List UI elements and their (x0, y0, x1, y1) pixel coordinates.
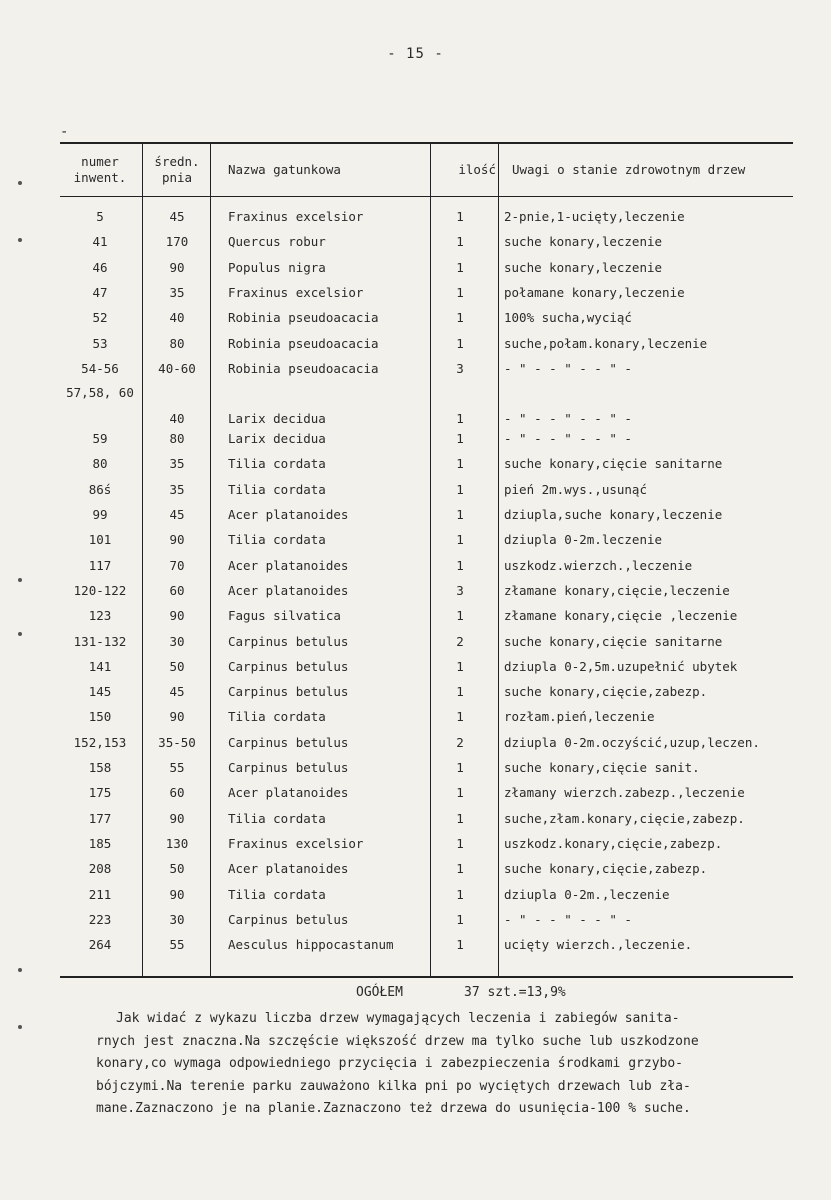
diameter-cell: 60 (169, 785, 185, 801)
notes-cell: dziupla 0-2,5m.uzupełnić ubytek (504, 658, 738, 674)
table-row (60, 629, 793, 654)
inventory-number-cell: 99 (92, 507, 108, 522)
inventory-number-cell: 145 (88, 684, 112, 700)
notes-cell: dziupla 0-2m.leczenie (504, 532, 663, 548)
margin-dot (18, 181, 22, 185)
table-row (60, 578, 793, 603)
inventory-number-cell: 53 (92, 335, 108, 351)
species-cell: Fraxinus excelsior (228, 209, 364, 224)
table-row (60, 856, 793, 881)
notes-cell: - " - - " - - " - (504, 431, 632, 447)
diameter-cell: 170 (165, 234, 189, 250)
table-row (60, 603, 793, 628)
species-cell: Robinia pseudoacacia (228, 335, 379, 351)
species-cell: Acer platanoides (228, 785, 349, 801)
notes-cell: - " - - " - - " - (504, 911, 632, 927)
tree-health-table (60, 142, 793, 978)
diameter-cell: 80 (169, 431, 185, 447)
species-cell: Acer platanoides (228, 557, 349, 573)
inventory-number-cell: 223 (88, 911, 112, 927)
notes-cell: suche konary,cięcie,zabezp. (504, 861, 708, 877)
notes-cell: - " - - " - - " - (504, 411, 632, 427)
table-row (60, 730, 793, 755)
species-cell: Acer platanoides (228, 507, 349, 522)
species-cell: Aesculus hippocastanum (228, 937, 394, 953)
notes-cell: uszkodz.wierzch.,leczenie (504, 557, 693, 573)
diameter-cell: 30 (169, 633, 185, 649)
notes-cell: suche konary,cięcie sanitarne (504, 633, 723, 649)
table-row (60, 780, 793, 805)
header-quantity: ilość (458, 162, 496, 177)
notes-cell: suche konary,cięcie sanit. (504, 760, 700, 775)
diameter-cell: 40-60 (158, 360, 196, 376)
notes-cell: ucięty wierzch.,leczenie. (504, 937, 693, 953)
quantity-cell: 1 (456, 557, 464, 573)
summary-paragraph (96, 1008, 776, 1121)
quantity-cell: 1 (456, 284, 464, 300)
notes-cell: suche,złam.konary,cięcie,zabezp. (504, 810, 745, 826)
diameter-cell: 45 (169, 507, 185, 522)
inventory-number-cell: 57,58, 60 (66, 385, 134, 401)
table-row (60, 331, 793, 356)
inventory-number-cell: 185 (88, 835, 112, 851)
species-cell: Larix decidua (228, 411, 326, 427)
notes-cell: połamane konary,leczenie (504, 284, 685, 300)
quantity-cell: 1 (456, 507, 464, 522)
table-row (60, 755, 793, 780)
inventory-number-cell: 177 (88, 810, 112, 826)
inventory-number-cell: 141 (88, 658, 112, 674)
quantity-cell: 3 (456, 360, 464, 376)
dash-mark: - (60, 124, 69, 140)
table-row (60, 426, 793, 451)
table-row (60, 280, 793, 305)
inventory-number-cell: 80 (92, 456, 108, 472)
inventory-number-cell: 211 (88, 886, 112, 902)
table-row (60, 502, 793, 527)
table-row (60, 229, 793, 254)
diameter-cell: 70 (169, 557, 185, 573)
table-row (60, 381, 793, 431)
species-cell: Carpinus betulus (228, 684, 349, 700)
table-row (60, 654, 793, 679)
inventory-number-cell: 101 (88, 532, 112, 548)
species-cell: Larix decidua (228, 431, 326, 447)
quantity-cell: 1 (456, 310, 464, 326)
inventory-number-cell: 152,153 (73, 734, 127, 750)
quantity-cell: 1 (456, 861, 464, 877)
header-diameter: średn. pnia (154, 154, 200, 185)
diameter-cell: 60 (169, 582, 185, 598)
notes-cell: suche konary,cięcie sanitarne (504, 456, 723, 472)
table-row (60, 831, 793, 856)
quantity-cell: 1 (456, 937, 464, 953)
notes-cell: - " - - " - - " - (504, 360, 632, 376)
inventory-number-cell: 175 (88, 785, 112, 801)
quantity-cell: 1 (456, 684, 464, 700)
quantity-cell: 1 (456, 658, 464, 674)
quantity-cell: 1 (456, 760, 464, 775)
notes-cell: 2-pnie,1-ucięty,leczenie (504, 209, 685, 224)
quantity-cell: 1 (456, 835, 464, 851)
notes-cell: dziupla 0-2m.oczyścić,uzup,leczen. (504, 734, 760, 750)
quantity-cell: 2 (456, 734, 464, 750)
table-row (60, 305, 793, 330)
diameter-cell: 55 (169, 937, 185, 953)
quantity-cell: 1 (456, 335, 464, 351)
table-row (60, 704, 793, 729)
margin-dot (18, 968, 22, 972)
diameter-cell: 45 (169, 209, 185, 224)
diameter-cell: 130 (165, 835, 189, 851)
quantity-cell: 1 (456, 709, 464, 725)
paragraph-line: mane.Zaznaczono je na planie.Zaznaczono też drzewa do usunięcia-100 % suche. (96, 1101, 691, 1116)
inventory-number-cell: 131-132 (73, 633, 127, 649)
table-header (60, 144, 793, 197)
inventory-number-cell: 120-122 (73, 582, 127, 598)
quantity-cell: 1 (456, 608, 464, 624)
diameter-cell: 35 (169, 481, 185, 497)
diameter-cell: 35 (169, 284, 185, 300)
diameter-cell: 90 (169, 810, 185, 826)
diameter-cell: 50 (169, 658, 185, 674)
species-cell: Robinia pseudoacacia (228, 360, 379, 376)
inventory-number-cell: 41 (92, 234, 108, 250)
paragraph-line: konary,co wymaga odpowiedniego przycięcia i zabezpieczenia środkami grzybo- (96, 1056, 683, 1071)
table-row (60, 451, 793, 476)
table-row (60, 477, 793, 502)
inventory-number-cell: 117 (88, 557, 112, 573)
quantity-cell: 1 (456, 886, 464, 902)
notes-cell: złamany wierzch.zabezp.,leczenie (504, 785, 745, 801)
diameter-cell: 30 (169, 911, 185, 927)
diameter-cell: 90 (169, 709, 185, 725)
header-number: numer inwent. (73, 154, 127, 185)
margin-dot (18, 1025, 22, 1029)
notes-cell: suche konary,leczenie (504, 259, 663, 275)
diameter-cell: 40 (169, 310, 185, 326)
species-cell: Fraxinus excelsior (228, 835, 364, 851)
quantity-cell: 2 (456, 633, 464, 649)
quantity-cell: 1 (456, 234, 464, 250)
paragraph-line: bójczymi.Na terenie parku zauważono kilka pni po wyciętych drzewach lub zła- (96, 1078, 691, 1094)
inventory-number-cell: 54-56 (81, 360, 119, 376)
table-row (60, 679, 793, 704)
inventory-number-cell: 5 (96, 209, 104, 224)
inventory-number-cell: 123 (88, 608, 112, 624)
notes-cell: 100% sucha,wyciąć (504, 310, 632, 326)
notes-cell: uszkodz.konary,cięcie,zabezp. (504, 835, 723, 851)
quantity-cell: 1 (456, 411, 464, 427)
quantity-cell: 1 (456, 456, 464, 472)
quantity-cell: 1 (456, 810, 464, 826)
species-cell: Carpinus betulus (228, 734, 349, 750)
table-row (60, 806, 793, 831)
diameter-cell: 55 (169, 760, 185, 775)
diameter-cell: 90 (169, 608, 185, 624)
inventory-number-cell: 158 (88, 760, 112, 775)
diameter-cell: 90 (169, 259, 185, 275)
species-cell: Carpinus betulus (228, 911, 349, 927)
quantity-cell: 1 (456, 431, 464, 447)
species-cell: Tilia cordata (228, 810, 326, 826)
species-cell: Tilia cordata (228, 709, 326, 725)
quantity-cell: 1 (456, 785, 464, 801)
species-cell: Tilia cordata (228, 532, 326, 548)
inventory-number-cell: 59 (92, 431, 108, 447)
total-label: OGÓŁEM (356, 985, 403, 1000)
table-row (60, 527, 793, 552)
species-cell: Fagus silvatica (228, 608, 341, 624)
species-cell: Fraxinus excelsior (228, 284, 364, 300)
table-row (60, 255, 793, 280)
diameter-cell: 90 (169, 532, 185, 548)
species-cell: Populus nigra (228, 259, 326, 275)
margin-dot (18, 238, 22, 242)
notes-cell: złamane konary,cięcie ,leczenie (504, 608, 738, 624)
notes-cell: rozłam.pień,leczenie (504, 709, 655, 725)
species-cell: Tilia cordata (228, 481, 326, 497)
diameter-cell: 45 (169, 684, 185, 700)
quantity-cell: 1 (456, 209, 464, 224)
inventory-number-cell: 208 (88, 861, 112, 877)
total-value: 37 szt.=13,9% (464, 985, 566, 1000)
diameter-cell: 40 (169, 411, 185, 427)
quantity-cell: 1 (456, 532, 464, 548)
quantity-cell: 1 (456, 911, 464, 927)
table-row (60, 553, 793, 578)
inventory-number-cell: 150 (88, 709, 112, 725)
inventory-number-cell: 86ś (88, 481, 112, 497)
table-row (60, 907, 793, 932)
table-row (60, 932, 793, 957)
inventory-number-cell: 47 (92, 284, 108, 300)
notes-cell: suche konary,cięcie,zabezp. (504, 684, 708, 700)
diameter-cell: 80 (169, 335, 185, 351)
diameter-cell: 35-50 (158, 734, 196, 750)
species-cell: Carpinus betulus (228, 760, 349, 775)
species-cell: Robinia pseudoacacia (228, 310, 379, 326)
header-notes: Uwagi o stanie zdrowotnym drzew (512, 162, 746, 177)
species-cell: Tilia cordata (228, 886, 326, 902)
table-row (60, 882, 793, 907)
quantity-cell: 3 (456, 582, 464, 598)
table-row (60, 356, 793, 381)
quantity-cell: 1 (456, 259, 464, 275)
species-cell: Carpinus betulus (228, 658, 349, 674)
inventory-number-cell: 52 (92, 310, 108, 326)
notes-cell: dziupla 0-2m.,leczenie (504, 886, 670, 902)
paragraph-line: Jak widać z wykazu liczba drzew wymagających leczenia i zabiegów sanita- (116, 1011, 680, 1026)
page-number: - 15 - (387, 46, 444, 62)
species-cell: Quercus robur (228, 234, 326, 250)
notes-cell: suche konary,leczenie (504, 234, 663, 250)
notes-cell: dziupla,suche konary,leczenie (504, 507, 723, 522)
species-cell: Acer platanoides (228, 861, 349, 877)
inventory-number-cell: 264 (88, 937, 112, 953)
species-cell: Carpinus betulus (228, 633, 349, 649)
quantity-cell: 1 (456, 481, 464, 497)
margin-dot (18, 632, 22, 636)
species-cell: Tilia cordata (228, 456, 326, 472)
table-row (60, 204, 793, 229)
diameter-cell: 50 (169, 861, 185, 877)
diameter-cell: 90 (169, 886, 185, 902)
notes-cell: złamane konary,cięcie,leczenie (504, 582, 730, 598)
margin-dot (18, 578, 22, 582)
diameter-cell: 35 (169, 456, 185, 472)
notes-cell: suche,połam.konary,leczenie (504, 335, 708, 351)
header-species: Nazwa gatunkowa (228, 162, 341, 177)
species-cell: Acer platanoides (228, 582, 349, 598)
notes-cell: pień 2m.wys.,usunąć (504, 481, 647, 497)
paragraph-line: rnych jest znaczna.Na szczęście większość drzew ma tylko suche lub uszkodzone (96, 1033, 699, 1049)
inventory-number-cell: 46 (92, 259, 108, 275)
